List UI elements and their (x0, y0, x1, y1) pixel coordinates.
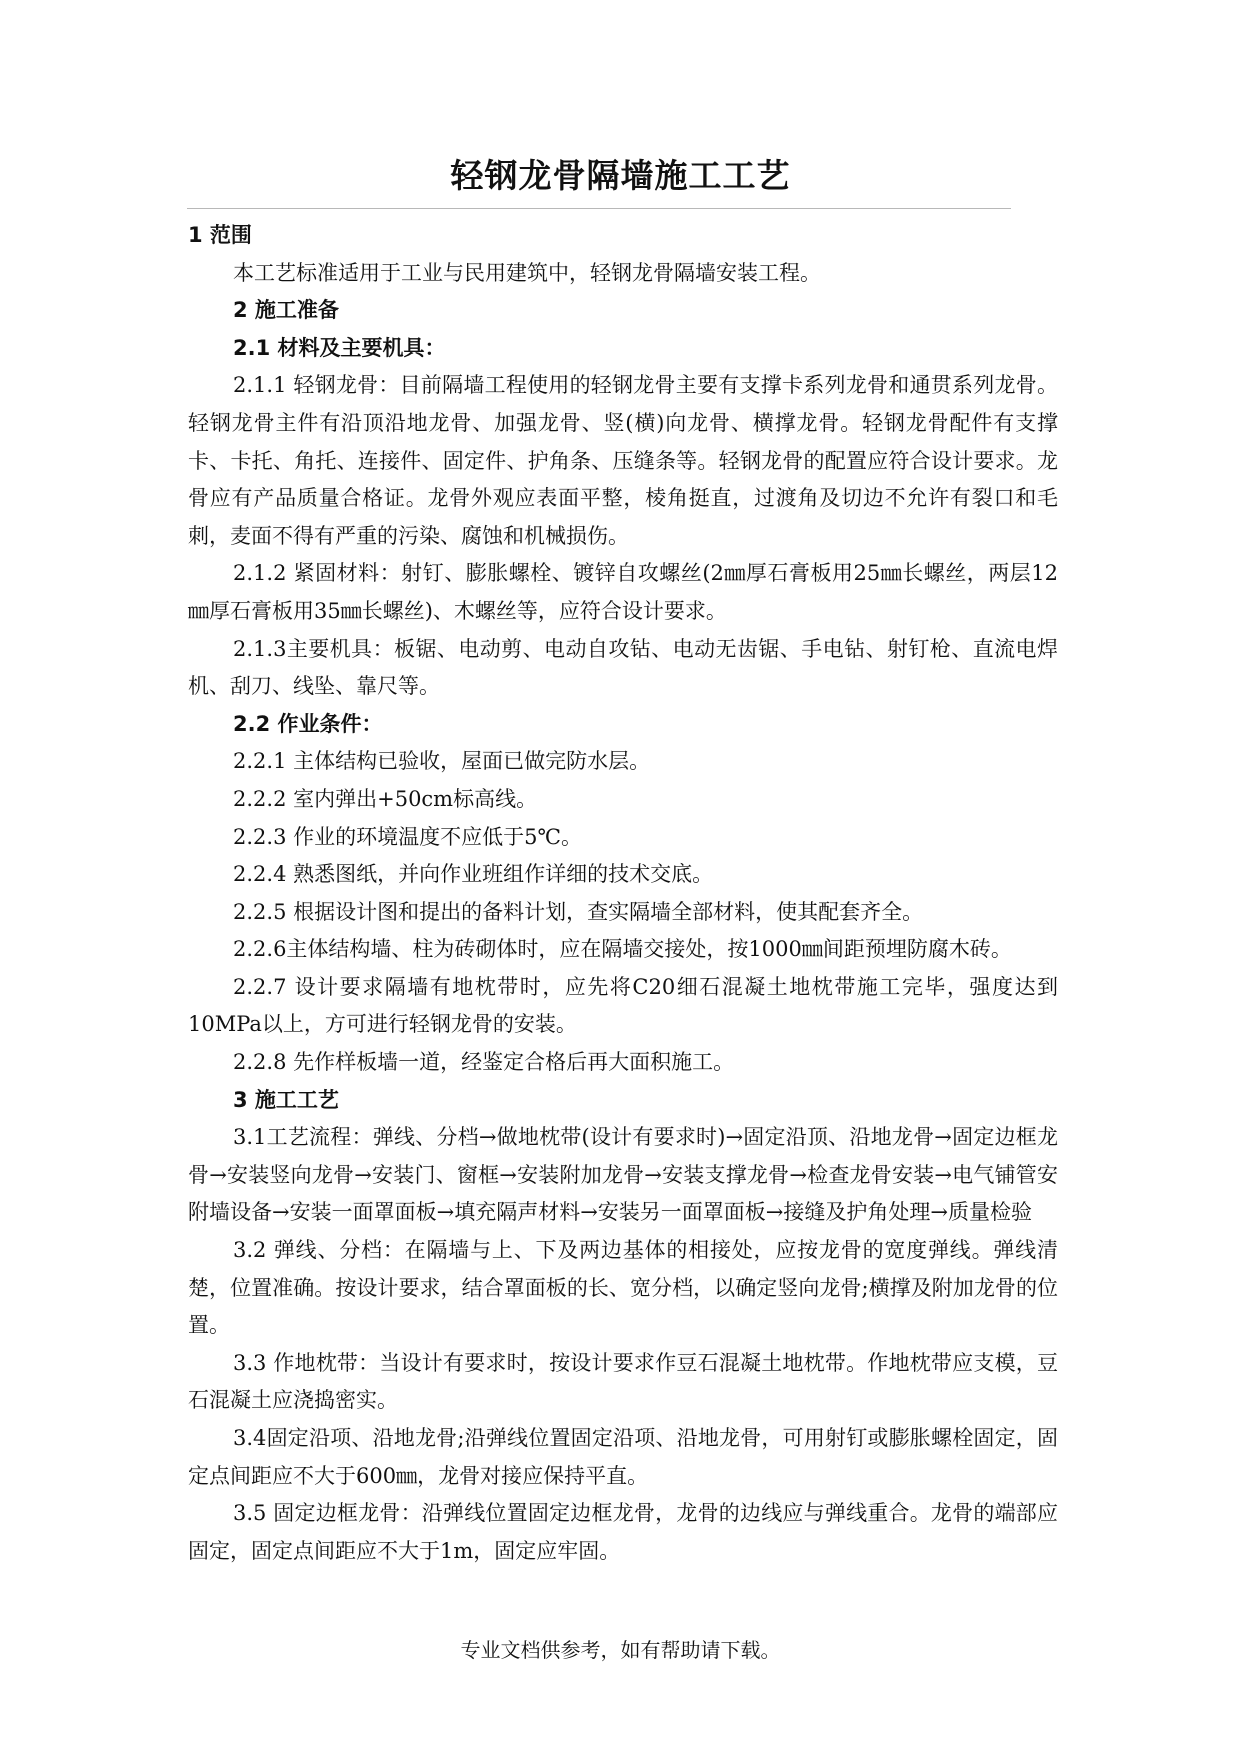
paragraph-2-2-8: 2.2.8 先作样板墙一道，经鉴定合格后再大面积施工。 (233, 1050, 735, 1075)
paragraph-2-2-4: 2.2.4 熟悉图纸，并向作业班组作详细的技术交底。 (233, 862, 714, 887)
paragraph-2-1-2: 2.1.2 紧固材料：射钉、膨胀螺栓、镀锌自攻螺丝(2㎜厚石膏板用25㎜长螺丝，两层12㎜厚石膏板用35㎜长螺丝)、木螺丝等，应符合设计要求。 (188, 561, 1058, 623)
title-divider (187, 208, 1011, 209)
paragraph-2-2-2: 2.2.2 室内弹出+50cm标高线。 (233, 786, 538, 811)
paragraph-3-2: 3.2 弹线、分档：在隔墙与上、下及两边基体的相接处，应按龙骨的宽度弹线。弹线清楚，位置准确。按设计要求，结合罩面板的长、宽分档，以确定竖向龙骨;横撑及附加龙骨的位置。 (188, 1238, 1058, 1338)
paragraph-2-2-3: 2.2.3 作业的环境温度不应低于5℃。 (233, 824, 582, 849)
paragraph-3-5: 3.5 固定边框龙骨：沿弹线位置固定边框龙骨，龙骨的边线应与弹线重合。龙骨的端部应固定，固定点间距应不大于1m，固定应牢固。 (188, 1501, 1058, 1563)
section-3-heading: 3 施工工艺 (233, 1087, 339, 1112)
paragraph-2-2-5: 2.2.5 根据设计图和提出的备料计划，查实隔墙全部材料，使其配套齐全。 (233, 899, 924, 924)
paragraph-2-2-6: 2.2.6主体结构墙、柱为砖砌体时，应在隔墙交接处，按1000㎜间距预埋防腐木砖。 (233, 937, 1012, 962)
paragraph-2-2-7: 2.2.7 设计要求隔墙有地枕带时，应先将C20细石混凝土地枕带施工完毕，强度达到10MPa以上，方可进行轻钢龙骨的安装。 (188, 974, 1058, 1037)
section-2-1-heading: 2.1 材料及主要机具： (233, 335, 446, 360)
page-footer: 专业文档供参考，如有帮助请下载。 (460, 1638, 781, 1662)
paragraph-3-4: 3.4固定沿项、沿地龙骨;沿弹线位置固定沿项、沿地龙骨，可用射钉或膨胀螺栓固定，固定点间距应不大于600㎜，龙骨对接应保持平直。 (188, 1426, 1058, 1488)
paragraph-2-2-1: 2.2.1 主体结构已验收，屋面已做完防水层。 (233, 749, 651, 774)
section-2-heading: 2 施工准备 (233, 298, 339, 323)
paragraph-2-1-3: 2.1.3主要机具：板锯、电动剪、电动自攻钻、电动无齿锯、手电钻、射钉枪、直流电焊机、刮刀、线坠、靠尺等。 (188, 636, 1058, 699)
paragraph-2-1-1: 2.1.1 轻钢龙骨：目前隔墙工程使用的轻钢龙骨主要有支撑卡系列龙骨和通贯系列龙骨。轻钢龙骨主件有沿顶沿地龙骨、加强龙骨、竖(横)向龙骨、横撑龙骨。轻钢龙骨配件有支撑卡、卡托、角托、连接件、固定件、护角条、压缝条等。轻钢龙骨的配置应符合设计要求。龙骨应有产品质量合格证。龙骨外观应表面平整，棱角挺直，过渡角及切边不允许有裂口和毛刺，麦面不得有严重的污染、腐蚀和机械损伤。 (188, 373, 1058, 548)
document-title: 轻钢龙骨隔墙施工工艺 (450, 156, 791, 195)
section-2-2-heading: 2.2 作业条件： (233, 711, 383, 736)
paragraph-3-3: 3.3 作地枕带：当设计有要求时，按设计要求作豆石混凝土地枕带。作地枕带应支模，豆石混凝土应浇捣密实。 (188, 1350, 1058, 1413)
section-1-paragraph: 本工艺标准适用于工业与民用建筑中，轻钢龙骨隔墙安装工程。 (233, 260, 821, 285)
paragraph-3-1: 3.1工艺流程：弹线、分档→做地枕带(设计有要求时)→固定沿顶、沿地龙骨→固定边框龙骨→安装竖向龙骨→安装门、窗框→安装附加龙骨→安装支撑龙骨→检查龙骨安装→电气铺管安附墙设备→安装一面罩面板→填充隔声材料→安装另一面罩面板→接缝及护角处理→质量检验 (188, 1125, 1058, 1225)
section-1-heading: 1 范围 (188, 223, 252, 247)
document-body (188, 217, 1058, 1570)
